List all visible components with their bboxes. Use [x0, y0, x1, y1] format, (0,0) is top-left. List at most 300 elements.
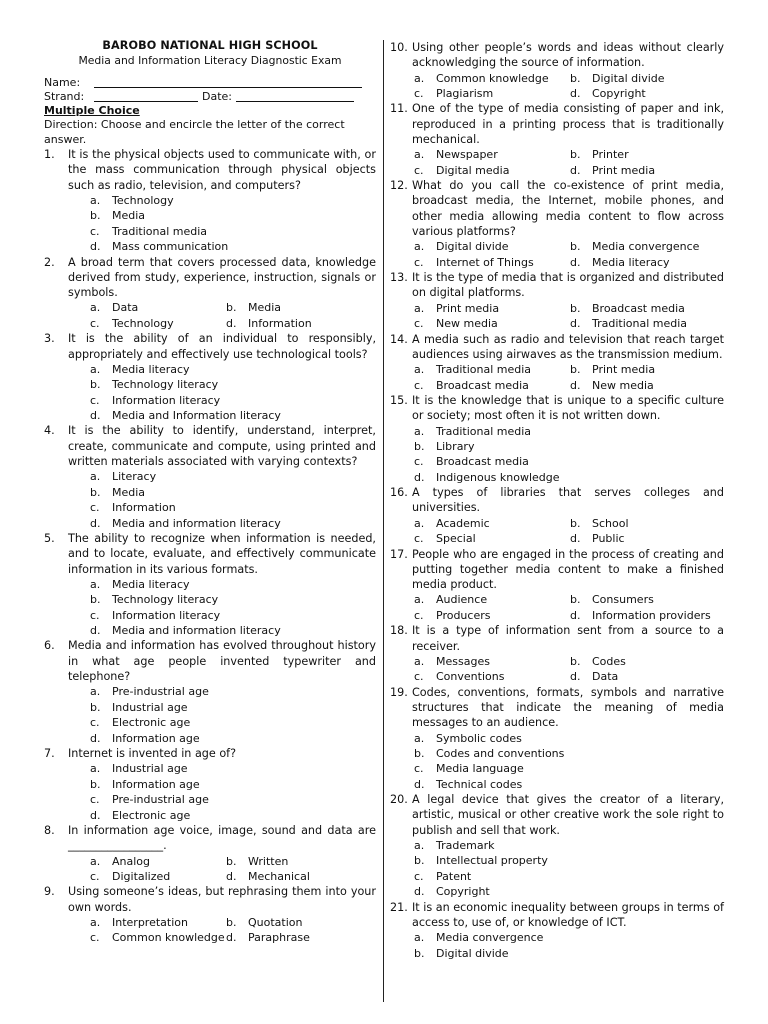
- option-text: Broadcast media: [436, 378, 529, 392]
- answer-option[interactable]: [570, 255, 670, 270]
- answer-option[interactable]: [570, 316, 687, 331]
- answer-option[interactable]: [90, 300, 226, 315]
- answer-options: [390, 930, 724, 961]
- option-text: Broadcast media: [592, 301, 685, 315]
- answer-option[interactable]: [390, 470, 724, 485]
- option-letter: b.: [226, 301, 237, 315]
- strand-blank[interactable]: [94, 90, 198, 102]
- option-letter: c.: [90, 224, 100, 238]
- question-text: It is the knowledge that is unique to a specific culture or society; most often it is not written down.: [412, 393, 724, 423]
- question: [390, 40, 724, 101]
- option-text: Information: [112, 501, 176, 515]
- answer-option[interactable]: [390, 454, 724, 469]
- answer-option[interactable]: [44, 208, 376, 223]
- option-text: Data: [112, 301, 139, 315]
- section-title: Multiple Choice: [44, 104, 140, 117]
- option-letter: a.: [414, 931, 425, 945]
- answer-option[interactable]: [44, 516, 376, 531]
- answer-option[interactable]: [570, 163, 655, 178]
- answer-option[interactable]: [44, 577, 376, 592]
- option-text: Indigenous knowledge: [436, 470, 560, 484]
- question-stem: [44, 255, 376, 301]
- date-blank[interactable]: [236, 90, 354, 102]
- answer-option[interactable]: [414, 239, 570, 254]
- answer-row: [390, 669, 724, 684]
- question-text: The ability to recognize when information is needed, and to locate, evaluate, and effectively communicate information in its various formats.: [68, 531, 376, 576]
- option-text: Media language: [436, 762, 524, 776]
- option-letter: d.: [570, 378, 581, 392]
- question: [44, 423, 376, 531]
- question: [390, 685, 724, 793]
- option-letter: b.: [90, 209, 101, 223]
- option-text: Copyright: [436, 885, 490, 899]
- question-stem: [44, 823, 376, 854]
- option-letter: d.: [226, 931, 237, 945]
- option-letter: c.: [414, 608, 424, 622]
- question-text: One of the type of media consisting of paper and ink, reproduced in a printing process that is traditionally mechanical.: [412, 102, 724, 146]
- answer-option[interactable]: [44, 469, 376, 484]
- question-number: 2.: [44, 255, 55, 269]
- option-text: Traditional media: [436, 424, 532, 438]
- answer-option[interactable]: [414, 531, 570, 546]
- answer-option[interactable]: [414, 255, 570, 270]
- option-letter: d.: [90, 808, 101, 822]
- option-text: Traditional media: [436, 363, 532, 377]
- answer-option[interactable]: [44, 362, 376, 377]
- answer-options: [44, 761, 376, 823]
- option-text: School: [592, 516, 629, 530]
- answer-option[interactable]: [414, 378, 570, 393]
- answer-option[interactable]: [226, 915, 302, 930]
- answer-option[interactable]: [570, 592, 654, 607]
- option-letter: b.: [570, 593, 581, 607]
- answer-option[interactable]: [390, 746, 724, 761]
- answer-option[interactable]: [226, 854, 288, 869]
- answer-row: [390, 654, 724, 669]
- option-letter: b.: [414, 746, 425, 760]
- strand-date-field[interactable]: [44, 90, 376, 104]
- exam-title: Media and Information Literacy Diagnostic Exam: [78, 54, 342, 67]
- option-text: Information age: [112, 777, 200, 791]
- answer-row: [390, 86, 724, 101]
- option-letter: b.: [226, 854, 237, 868]
- question-stem: [44, 884, 376, 915]
- question: [390, 393, 724, 485]
- question-stem: [390, 393, 724, 424]
- option-text: Mechanical: [248, 869, 310, 883]
- answer-option[interactable]: [390, 731, 724, 746]
- question-stem: [44, 423, 376, 469]
- answer-row: [390, 362, 724, 377]
- option-letter: a.: [90, 762, 101, 776]
- question-text: Internet is invented in age of?: [68, 746, 237, 760]
- answer-row: [390, 516, 724, 531]
- answer-option[interactable]: [570, 362, 655, 377]
- option-text: Intellectual property: [436, 854, 548, 868]
- answer-options: [390, 147, 724, 178]
- answer-options: [390, 239, 724, 270]
- option-letter: d.: [570, 255, 581, 269]
- option-letter: d.: [414, 885, 425, 899]
- answer-option[interactable]: [414, 516, 570, 531]
- option-letter: a.: [90, 685, 101, 699]
- answer-options: [44, 915, 376, 946]
- answer-option[interactable]: [390, 869, 724, 884]
- option-letter: c.: [90, 316, 100, 330]
- option-text: Media: [112, 209, 146, 223]
- question-text: It is the type of media that is organized and distributed on digital platforms.: [412, 271, 724, 300]
- option-letter: c.: [414, 87, 424, 100]
- answer-option[interactable]: [44, 377, 376, 392]
- option-text: Digital divide: [592, 71, 665, 85]
- answer-option[interactable]: [414, 669, 570, 684]
- answer-option[interactable]: [226, 300, 281, 315]
- question-stem: [390, 332, 724, 363]
- question-stem: [44, 147, 376, 193]
- option-text: Academic: [436, 516, 490, 530]
- option-letter: b.: [414, 946, 425, 960]
- answer-option[interactable]: [570, 516, 629, 531]
- question-text: What do you call the co-existence of print media, broadcast media, the Internet, mobile phones, and other media allowing media content to flow across various platforms?: [412, 179, 724, 238]
- option-text: Traditional media: [112, 224, 208, 238]
- option-text: Plagiarism: [436, 87, 494, 100]
- answer-option[interactable]: [90, 316, 226, 331]
- option-text: Technology literacy: [112, 593, 219, 607]
- option-letter: c.: [414, 532, 424, 546]
- option-letter: b.: [570, 654, 581, 668]
- answer-option[interactable]: [390, 439, 724, 454]
- answer-row: [390, 239, 724, 254]
- option-text: Media: [248, 301, 282, 315]
- question: [390, 332, 724, 393]
- option-letter: d.: [90, 409, 101, 423]
- option-text: Print media: [436, 301, 500, 315]
- answer-option[interactable]: [570, 147, 629, 162]
- answer-option[interactable]: [414, 147, 570, 162]
- answer-option[interactable]: [226, 316, 312, 331]
- answer-options: [390, 838, 724, 900]
- name-blank[interactable]: [94, 76, 362, 88]
- answer-option[interactable]: [390, 930, 724, 945]
- answer-option[interactable]: [90, 854, 226, 869]
- question: [44, 638, 376, 746]
- question-stem: [390, 270, 724, 301]
- answer-option[interactable]: [570, 301, 685, 316]
- answer-option[interactable]: [570, 86, 646, 101]
- question-text: In information age voice, image, sound and data are _________________.: [68, 823, 376, 853]
- answer-option[interactable]: [390, 884, 724, 899]
- question-stem: [44, 331, 376, 362]
- answer-option[interactable]: [226, 930, 310, 945]
- question-number: 4.: [44, 424, 55, 438]
- answer-option[interactable]: [414, 86, 570, 101]
- question-stem: [390, 792, 724, 838]
- option-letter: d.: [226, 316, 237, 330]
- question-text: A broad term that covers processed data, knowledge derived from study, experience, instruction, signals or symbols.: [68, 255, 376, 300]
- option-text: Conventions: [436, 670, 505, 684]
- option-text: Media and information literacy: [112, 516, 281, 530]
- answer-options: [44, 684, 376, 746]
- answer-row: [44, 930, 376, 945]
- answer-option[interactable]: [44, 684, 376, 699]
- date-label: Date:: [202, 90, 232, 103]
- option-text: Media literacy: [112, 362, 190, 376]
- answer-option[interactable]: [44, 592, 376, 607]
- option-letter: a.: [90, 470, 101, 484]
- option-text: Trademark: [436, 839, 495, 853]
- answer-option[interactable]: [570, 654, 626, 669]
- answer-options: [390, 301, 724, 332]
- answer-option[interactable]: [44, 239, 376, 254]
- answer-options: [390, 516, 724, 547]
- answer-row: [44, 869, 376, 884]
- option-text: Media literacy: [112, 577, 190, 591]
- option-text: Pre-industrial age: [112, 685, 209, 699]
- option-letter: b.: [90, 700, 101, 714]
- answer-option[interactable]: [44, 608, 376, 623]
- direction-text: Direction: Choose and encircle the letter of the correct answer.: [44, 118, 345, 146]
- option-letter: a.: [414, 424, 425, 438]
- option-text: Information literacy: [112, 608, 221, 622]
- answer-row: [390, 301, 724, 316]
- option-text: Digitalized: [112, 869, 171, 883]
- question-number: 21.: [390, 900, 408, 914]
- answer-option[interactable]: [570, 378, 654, 393]
- option-letter: a.: [414, 593, 425, 607]
- answer-option[interactable]: [44, 700, 376, 715]
- option-text: Media convergence: [592, 240, 700, 254]
- option-text: Patent: [436, 869, 472, 883]
- option-text: Technology: [112, 316, 174, 330]
- question-number: 6.: [44, 639, 55, 653]
- question-text: Codes, conventions, formats, symbols and narrative structures that indicate the meaning of media messages to an audience.: [412, 685, 724, 730]
- question-stem: [390, 40, 724, 71]
- answer-options: [44, 193, 376, 255]
- answer-option[interactable]: [390, 853, 724, 868]
- answer-option[interactable]: [414, 163, 570, 178]
- answer-option[interactable]: [44, 224, 376, 239]
- option-text: Printer: [592, 148, 629, 162]
- option-letter: a.: [90, 193, 101, 207]
- answer-options: [390, 592, 724, 623]
- option-letter: b.: [90, 593, 101, 607]
- answer-options: [44, 300, 376, 331]
- question-number: 12.: [390, 179, 408, 193]
- option-text: Audience: [436, 593, 488, 607]
- option-text: Written: [248, 854, 289, 868]
- option-text: Print media: [592, 363, 656, 377]
- option-text: Library: [436, 439, 475, 453]
- option-letter: b.: [414, 439, 425, 453]
- answer-option[interactable]: [44, 393, 376, 408]
- question-number: 11.: [390, 102, 408, 116]
- option-text: Copyright: [592, 87, 646, 100]
- answer-options: [44, 854, 376, 885]
- option-text: Media and information literacy: [112, 624, 281, 638]
- question: [44, 823, 376, 884]
- question: [390, 178, 724, 270]
- name-field[interactable]: [44, 76, 376, 90]
- question-number: 9.: [44, 885, 55, 899]
- option-text: Internet of Things: [436, 255, 534, 269]
- answer-option[interactable]: [226, 869, 310, 884]
- answer-option[interactable]: [44, 715, 376, 730]
- question-number: 15.: [390, 393, 408, 407]
- option-text: Codes: [592, 654, 626, 668]
- option-text: Media literacy: [592, 255, 670, 269]
- option-letter: c.: [414, 255, 424, 269]
- question-number: 1.: [44, 148, 55, 161]
- option-text: Information providers: [592, 608, 711, 622]
- question-number: 16.: [390, 486, 408, 500]
- question-number: 3.: [44, 332, 55, 346]
- answer-option[interactable]: [570, 531, 625, 546]
- answer-option[interactable]: [414, 316, 570, 331]
- answer-row: [390, 316, 724, 331]
- strand-label: Strand:: [44, 90, 85, 103]
- question: [390, 101, 724, 178]
- question: [390, 900, 724, 961]
- question: [390, 792, 724, 900]
- option-letter: d.: [90, 731, 101, 745]
- answer-row: [44, 316, 376, 331]
- question-text: A legal device that gives the creator of a literary, artistic, musical or other creative work the sole right to publish and sell that work.: [412, 793, 724, 837]
- option-letter: b.: [90, 485, 101, 499]
- answer-row: [390, 378, 724, 393]
- question-stem: [390, 178, 724, 239]
- option-letter: a.: [414, 363, 425, 377]
- answer-option[interactable]: [414, 654, 570, 669]
- option-text: Information literacy: [112, 393, 221, 407]
- answer-options: [390, 654, 724, 685]
- answer-option[interactable]: [44, 761, 376, 776]
- option-letter: b.: [570, 301, 581, 315]
- option-text: Literacy: [112, 470, 157, 484]
- answer-options: [390, 424, 724, 486]
- option-text: Print media: [592, 163, 656, 177]
- answer-option[interactable]: [90, 915, 226, 930]
- answer-option[interactable]: [570, 239, 699, 254]
- question-number: 10.: [390, 41, 408, 54]
- answer-option[interactable]: [390, 777, 724, 792]
- option-text: Electronic age: [112, 716, 191, 730]
- option-letter: a.: [90, 854, 101, 868]
- question-number: 17.: [390, 547, 408, 561]
- answer-option[interactable]: [90, 930, 226, 945]
- right-question-list: [390, 40, 724, 961]
- answer-option[interactable]: [390, 424, 724, 439]
- answer-row: [44, 854, 376, 869]
- option-text: Special: [436, 532, 476, 546]
- question: [44, 746, 376, 823]
- answer-option[interactable]: [44, 500, 376, 515]
- school-name: BAROBO NATIONAL HIGH SCHOOL: [102, 39, 318, 52]
- answer-options: [390, 731, 724, 793]
- answer-option[interactable]: [90, 869, 226, 884]
- option-text: Technical codes: [436, 777, 523, 791]
- option-letter: d.: [90, 240, 101, 254]
- option-letter: c.: [90, 869, 100, 883]
- option-text: Media and Information literacy: [112, 409, 281, 423]
- right-column: [384, 0, 768, 1024]
- answer-option[interactable]: [414, 71, 570, 86]
- answer-option[interactable]: [44, 808, 376, 823]
- answer-option[interactable]: [44, 485, 376, 500]
- question-number: 20.: [390, 793, 408, 807]
- answer-option[interactable]: [414, 592, 570, 607]
- answer-row: [44, 300, 376, 315]
- answer-option[interactable]: [390, 838, 724, 853]
- answer-option[interactable]: [414, 301, 570, 316]
- option-letter: a.: [414, 654, 425, 668]
- answer-option[interactable]: [44, 792, 376, 807]
- answer-row: [44, 915, 376, 930]
- question: [44, 331, 376, 423]
- option-text: Interpretation: [112, 915, 188, 929]
- answer-option[interactable]: [414, 362, 570, 377]
- question-text: Media and information has evolved throughout history in what age people invented typewriter and telephone?: [68, 639, 376, 684]
- answer-row: [390, 592, 724, 607]
- option-text: Data: [592, 670, 619, 684]
- answer-option[interactable]: [44, 408, 376, 423]
- option-letter: a.: [414, 240, 425, 254]
- option-letter: b.: [90, 777, 101, 791]
- answer-options: [44, 469, 376, 531]
- answer-option[interactable]: [570, 669, 618, 684]
- option-letter: d.: [570, 608, 581, 622]
- option-letter: a.: [414, 731, 425, 745]
- option-text: Messages: [436, 654, 490, 668]
- option-text: Common knowledge: [112, 931, 225, 945]
- answer-option[interactable]: [44, 777, 376, 792]
- option-letter: c.: [90, 608, 100, 622]
- question-text: It is an economic inequality between groups in terms of access to, use of, or knowledge of ICT.: [412, 900, 724, 929]
- answer-row: [390, 163, 724, 178]
- option-letter: c.: [90, 501, 100, 515]
- option-letter: a.: [414, 148, 425, 162]
- option-text: Quotation: [248, 915, 303, 929]
- answer-option[interactable]: [44, 623, 376, 638]
- question-text: It is the ability to identify, understand, interpret, create, communicate and compute, using printed and written materials associated with varying contexts?: [68, 424, 376, 469]
- option-letter: a.: [414, 71, 425, 85]
- option-text: Technology literacy: [112, 378, 219, 392]
- option-letter: b.: [226, 915, 237, 929]
- option-text: Digital divide: [436, 240, 509, 254]
- question-text: It is the physical objects used to communicate with, or the mass communication through physical objects such as radio, television, and computers?: [68, 148, 376, 192]
- answer-row: [390, 147, 724, 162]
- answer-option[interactable]: [570, 608, 711, 623]
- question-text: It is a type of information sent from a source to a receiver.: [412, 624, 724, 653]
- answer-option[interactable]: [414, 608, 570, 623]
- question: [390, 270, 724, 331]
- answer-option[interactable]: [44, 193, 376, 208]
- answer-option[interactable]: [390, 761, 724, 776]
- option-letter: c.: [414, 670, 424, 684]
- option-text: Electronic age: [112, 808, 191, 822]
- option-letter: d.: [414, 470, 425, 484]
- answer-option[interactable]: [570, 71, 665, 86]
- question-number: 18.: [390, 624, 408, 638]
- question: [44, 147, 376, 255]
- option-letter: b.: [570, 516, 581, 530]
- answer-option[interactable]: [44, 731, 376, 746]
- option-letter: a.: [90, 301, 101, 315]
- question-text: People who are engaged in the process of creating and putting together media content to make a finished media product.: [412, 547, 724, 592]
- question-stem: [44, 531, 376, 577]
- option-letter: d.: [570, 670, 581, 684]
- option-text: Media convergence: [436, 931, 544, 945]
- answer-option[interactable]: [390, 946, 724, 961]
